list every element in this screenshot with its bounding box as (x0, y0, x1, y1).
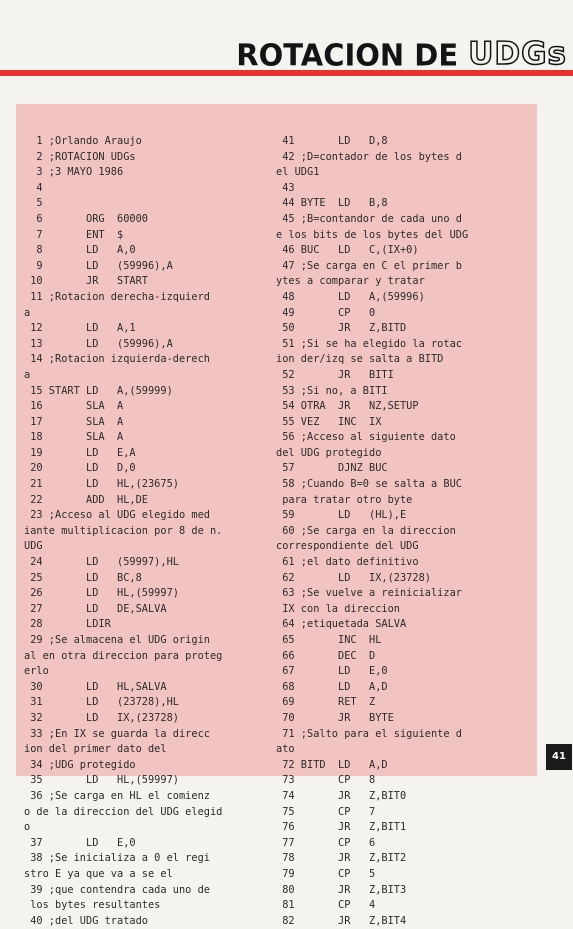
code-line: 49 CP 0 (276, 306, 376, 319)
code-line: stro E ya que va a se el (24, 867, 173, 880)
code-line: IX con la direccion (276, 602, 400, 615)
code-line: 13 LD (59996),A (24, 337, 173, 350)
code-line: 28 LDIR (24, 618, 111, 631)
code-line: 44 BYTE LD B,8 (276, 197, 388, 210)
code-line: ytes a comparar y tratar (276, 275, 425, 288)
code-line: 27 LD DE,SALVA (24, 602, 167, 615)
code-line: erlo (24, 665, 49, 678)
code-line: 72 BITD LD A,D (276, 758, 388, 771)
code-line: ion del primer dato del (24, 743, 167, 756)
code-line: 61 ;el dato definitivo (276, 556, 419, 569)
code-line: 38 ;Se inicializa a 0 el regi (24, 852, 210, 865)
code-line: 74 JR Z,BIT0 (276, 789, 407, 802)
code-line: ato (276, 743, 295, 756)
code-line: 4 (24, 181, 43, 194)
code-line: 3 ;3 MAYO 1986 (24, 166, 124, 179)
code-line: 57 DJNZ BUC (276, 462, 388, 475)
code-line: 76 JR Z,BIT1 (276, 821, 407, 834)
code-line: a (24, 368, 31, 381)
code-line: 47 ;Se carga en C el primer b (276, 259, 462, 272)
title-outline: UDGs (468, 36, 567, 72)
code-line: al en otra direccion para proteg (24, 649, 223, 662)
code-line: ion der/izq se salta a BITD (276, 353, 444, 366)
code-line: 36 ;Se carga en HL el comienz (24, 789, 210, 802)
code-line: 14 ;Rotacion izquierda-derech (24, 353, 210, 366)
code-line: del UDG protegido (276, 446, 382, 459)
code-line: 25 LD BC,8 (24, 571, 142, 584)
code-line: e los bits de los bytes del UDG (276, 228, 469, 241)
code-line: 56 ;Acceso al siguiente dato (276, 431, 456, 444)
code-line: 80 JR Z,BIT3 (276, 883, 407, 896)
code-line: 18 SLA A (24, 431, 124, 444)
code-line: 45 ;B=contandor de cada uno d (276, 212, 462, 225)
code-line: o de la direccion del UDG elegid (24, 805, 223, 818)
code-line: 53 ;Si no, a BITI (276, 384, 388, 397)
code-line: 60 ;Se carga en la direccion (276, 524, 456, 537)
code-line: 78 JR Z,BIT2 (276, 852, 407, 865)
code-line: 41 LD D,8 (276, 135, 388, 147)
code-line: 32 LD IX,(23728) (24, 711, 179, 724)
code-line: 51 ;Si se ha elegido la rotac (276, 337, 462, 350)
code-line: 9 LD (59996),A (24, 259, 173, 272)
code-line: 33 ;En IX se guarda la direcc (24, 727, 210, 740)
code-line: 24 LD (59997),HL (24, 556, 179, 569)
code-line: 62 LD IX,(23728) (276, 571, 431, 584)
code-line: 54 OTRA JR NZ,SETUP (276, 400, 419, 413)
code-line: 22 ADD HL,DE (24, 493, 148, 506)
code-line: 70 JR BYTE (276, 711, 394, 724)
code-line: 68 LD A,D (276, 680, 388, 693)
code-line: 10 JR START (24, 275, 148, 288)
code-line: 64 ;etiquetada SALVA (276, 618, 407, 631)
code-line: 79 CP 5 (276, 867, 376, 880)
code-line: 6 ORG 60000 (24, 212, 148, 225)
code-line: 7 ENT $ (24, 228, 124, 241)
code-line: 1 ;Orlando Araujo (24, 135, 142, 147)
code-line: 20 LD D,0 (24, 462, 136, 475)
code-line: 50 JR Z,BITD (276, 322, 407, 335)
listing-column-left (24, 134, 276, 929)
code-line: 8 LD A,0 (24, 244, 136, 257)
code-line: 82 JR Z,BIT4 (276, 914, 407, 927)
code-line: o (24, 821, 31, 834)
code-line: 52 JR BITI (276, 368, 394, 381)
code-listing-box (16, 104, 537, 927)
code-line: 34 ;UDG protegido (24, 758, 136, 771)
code-line: 5 (24, 197, 43, 210)
code-line: 71 ;Salto para el siguiente d (276, 727, 462, 740)
code-line: 66 DEC D (276, 649, 376, 662)
code-line: 11 ;Rotacion derecha-izquierd (24, 290, 210, 303)
code-line: 37 LD E,0 (24, 836, 136, 849)
code-line: 67 LD E,0 (276, 665, 388, 678)
code-line: 42 ;D=contador de los bytes d (276, 150, 462, 163)
page-number: 41 (546, 744, 572, 770)
code-line: para tratar otro byte (276, 493, 413, 506)
code-line: 26 LD HL,(59997) (24, 587, 179, 600)
code-line: iante multiplicacion por 8 de n. (24, 524, 223, 537)
code-line: 17 SLA A (24, 415, 124, 428)
code-line: 81 CP 4 (276, 899, 376, 912)
code-line: UDG (24, 540, 43, 553)
code-line: 19 LD E,A (24, 446, 136, 459)
code-line: 55 VEZ INC IX (276, 415, 382, 428)
code-line: 35 LD HL,(59997) (24, 774, 179, 787)
code-line: 75 CP 7 (276, 805, 376, 818)
page-title (236, 32, 567, 72)
code-line: los bytes resultantes (24, 899, 161, 912)
code-line: 65 INC HL (276, 634, 382, 646)
code-line: 58 ;Cuando B=0 se salta a BUC (276, 478, 462, 491)
code-line: correspondiente del UDG (276, 540, 419, 553)
code-line: 69 RET Z (276, 696, 376, 709)
code-line: 2 ;ROTACION UDGs (24, 150, 136, 163)
code-line: 30 LD HL,SALVA (24, 680, 167, 693)
code-line: 40 ;del UDG tratado (24, 914, 148, 927)
code-line: 39 ;que contendra cada uno de (24, 883, 210, 896)
code-line: 31 LD (23728),HL (24, 696, 179, 709)
code-line: 23 ;Acceso al UDG elegido med (24, 509, 210, 522)
code-line: 46 BUC LD C,(IX+0) (276, 244, 419, 257)
code-line: a (24, 306, 31, 319)
code-line: 29 ;Se almacena el UDG origin (24, 634, 210, 646)
code-line: 12 LD A,1 (24, 322, 136, 335)
listing-column-right (276, 134, 531, 929)
code-line: 43 (276, 181, 295, 194)
code-line: 48 LD A,(59996) (276, 290, 425, 303)
code-line: 63 ;Se vuelve a reinicializar (276, 587, 462, 600)
code-line: el UDG1 (276, 166, 320, 179)
title-main: ROTACION DE (236, 37, 459, 73)
code-line: 77 CP 6 (276, 836, 376, 849)
code-line: 15 START LD A,(59999) (24, 384, 173, 397)
code-line: 59 LD (HL),E (276, 509, 407, 522)
code-line: 16 SLA A (24, 400, 124, 413)
code-line: 73 CP 8 (276, 774, 376, 787)
code-line: 21 LD HL,(23675) (24, 478, 179, 491)
